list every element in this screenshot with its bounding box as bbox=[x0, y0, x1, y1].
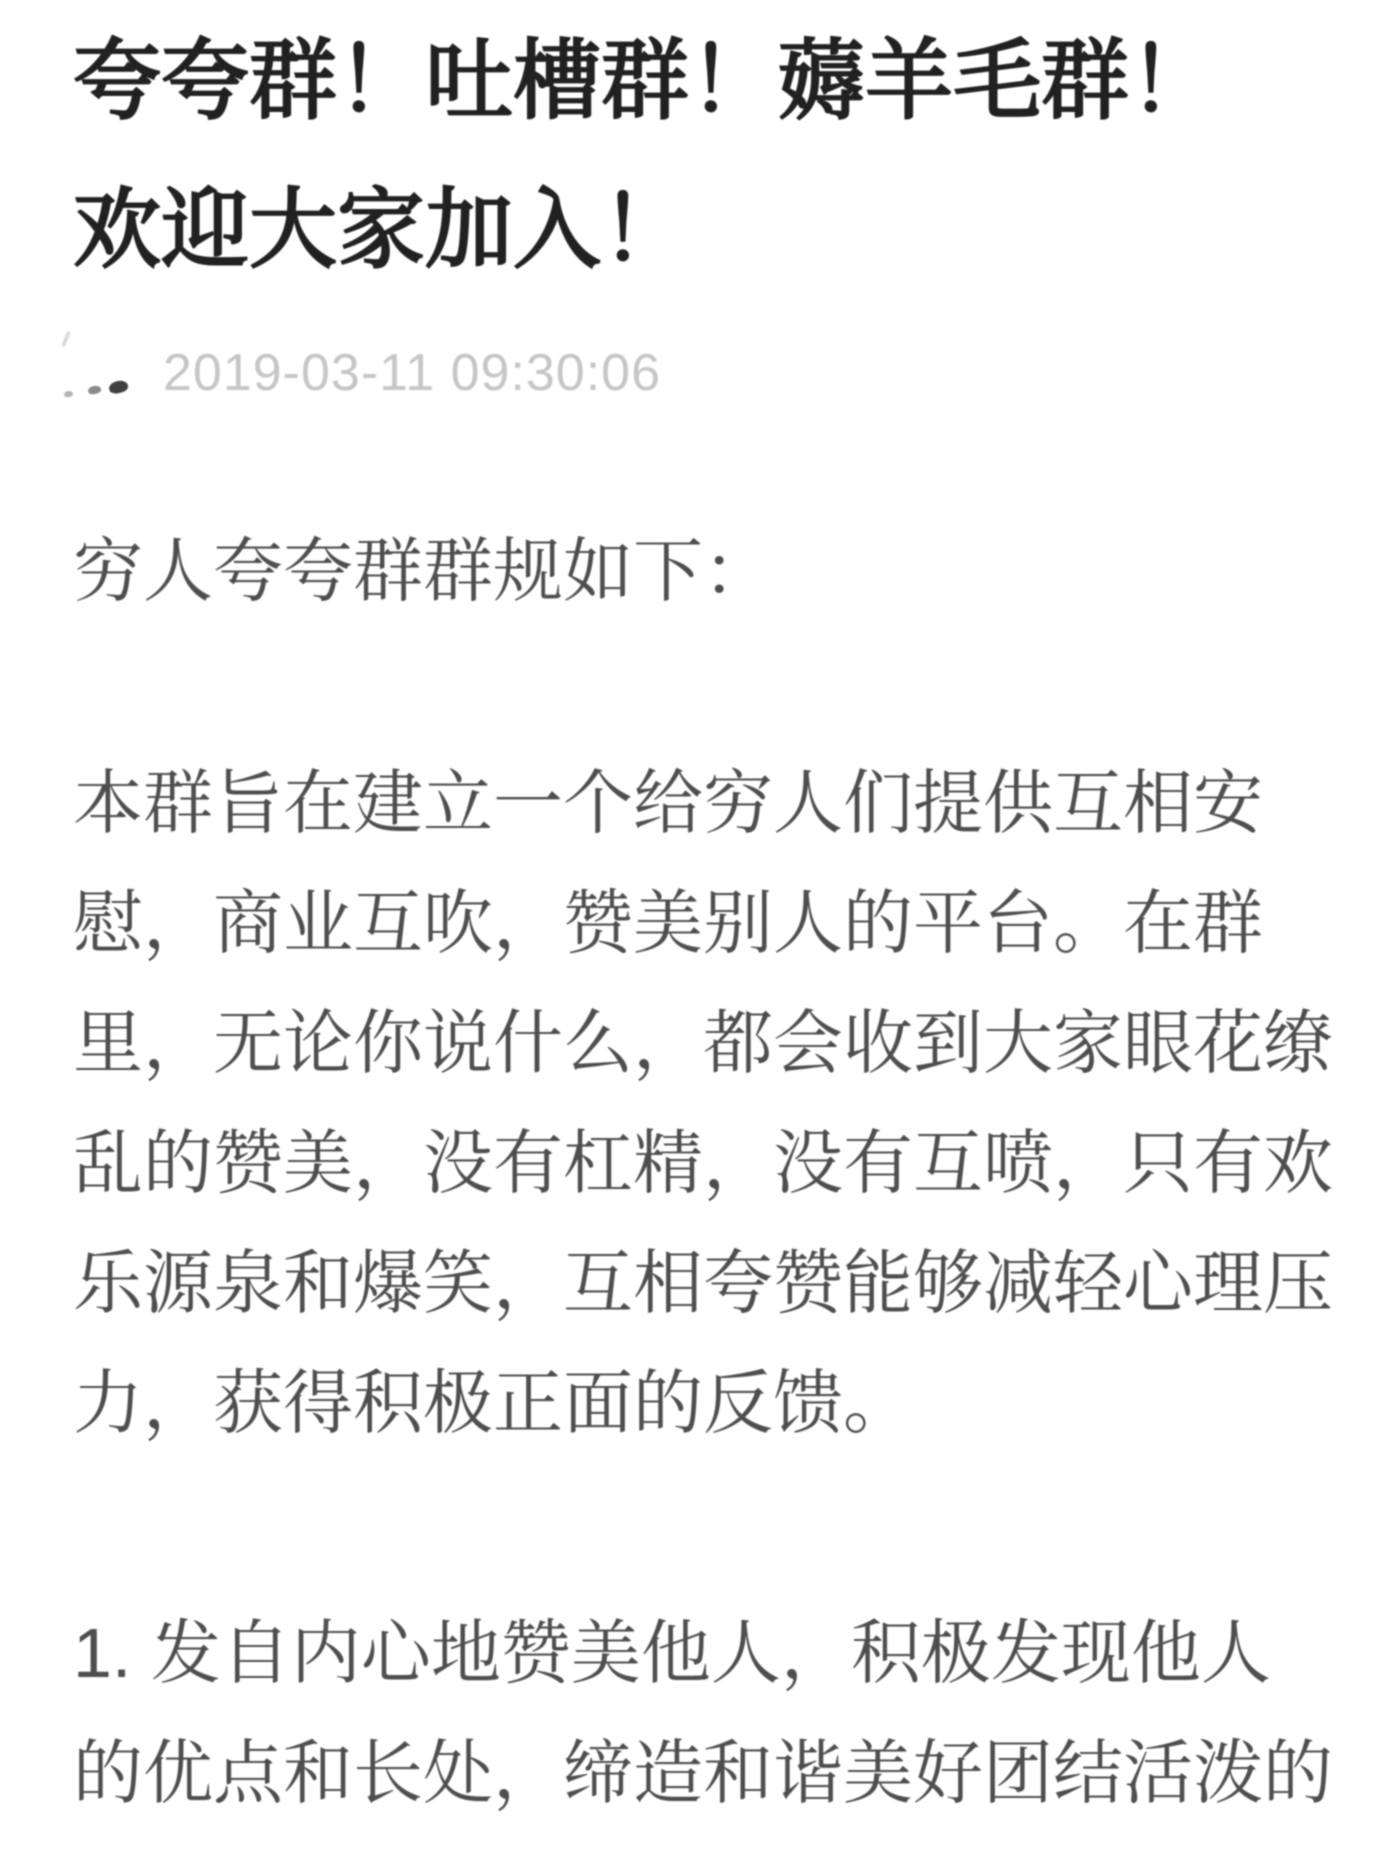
text-line: 乐源泉和爆笑，互相夸赞能够减轻心理压 bbox=[73, 1244, 1333, 1322]
text-line: 力，获得积极正面的反馈。 bbox=[73, 1364, 913, 1442]
text-line: 里，无论你说什么，都会收到大家眼花缭 bbox=[73, 1004, 1333, 1082]
cropped-avatar-remnant-icon bbox=[61, 331, 71, 347]
post-title bbox=[73, 6, 1217, 304]
text-line: 乱的赞美，没有杠精，没有互喷，只有欢 bbox=[73, 1124, 1333, 1202]
rule-1-paragraph-section bbox=[73, 1593, 1333, 1833]
post-timestamp: 2019-03-11 09:30:06 bbox=[163, 344, 661, 402]
ellipsis-dot-icon bbox=[64, 390, 74, 397]
text-line: 慰，商业互吹，赞美别人的平台。在群 bbox=[73, 884, 1263, 962]
text-line: 本群旨在建立一个给穷人们提供互相安 bbox=[73, 764, 1263, 842]
ellipsis-dot-icon bbox=[108, 379, 129, 395]
text-line: 的优点和长处，缔造和谐美好团结活泼的 bbox=[73, 1734, 1333, 1812]
text-line: 1. 发自内心地赞美他人，积极发现他人 bbox=[73, 1614, 1271, 1692]
text-line: 穷人夸夸群群规如下： bbox=[73, 532, 773, 610]
intro-paragraph-section bbox=[73, 743, 1333, 1463]
ellipsis-dot-icon bbox=[87, 385, 101, 395]
rules-header-section bbox=[73, 511, 773, 631]
post-title-line-1: 夸夸群！吐槽群！薅羊毛群！ bbox=[73, 31, 1218, 130]
post-title-line-2: 欢迎大家加入！ bbox=[73, 180, 690, 279]
